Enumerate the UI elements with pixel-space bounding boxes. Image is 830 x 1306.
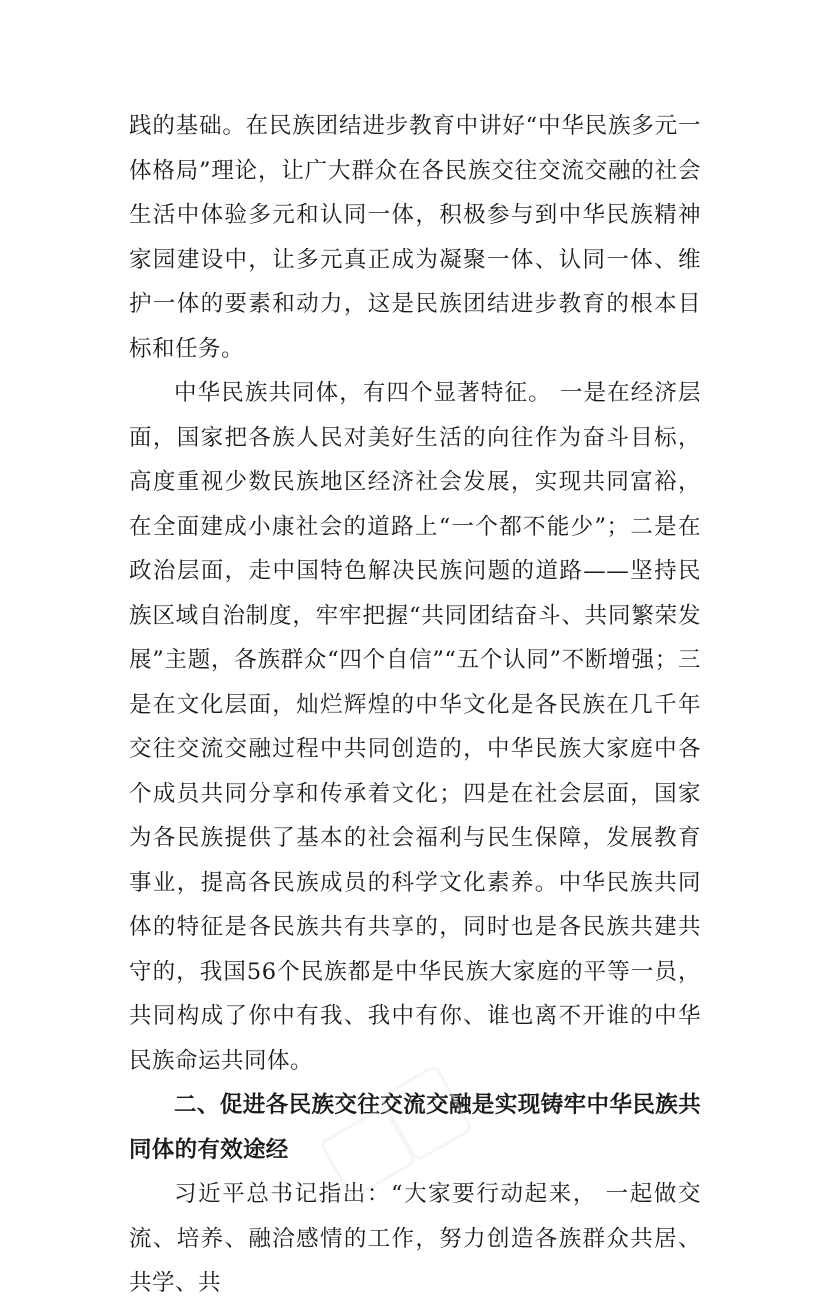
- paragraph-continuation: 践的基础。在民族团结进步教育中讲好“中华民族多元一体格局”理论，让广大群众在各民族交往交流交融的社会生活中体验多元和认同一体，积极参与到中华民族精神家园建设中，让多元真正成为凝聚一体、认同一体、维护一体的要素和动力，这是民族团结进步教育的根本目标和任务。: [129, 113, 701, 362]
- paragraph-community-features: 中华民族共同体，有四个显著特征。 一是在经济层面，国家把各族人民对美好生活的向往作为奋斗目标，高度重视少数民族地区经济社会发展，实现共同富裕，在全面建成小康社会的道路上“一个都不能少”；二是在政治层面，走中国特色解决民族问题的道路——坚持民族区域自治制度，牢牢把握“共同团结奋斗、共同繁荣发展”主题，各族群众“四个自信”“五个认同”不断增强；三是在文化层面，灿烂辉煌的中华文化是各民族在几千年交往交流交融过程中共同创造的，中华民族大家庭中各个成员共同分享和传承着文化；四是在社会层面，国家为各民族提供了基本的社会福利与民生保障，发展教育事业，提高各民族成员的科学文化素养。中华民族共同体的特征是各民族共有共享的，同时也是各民族共建共守的，我国56个民族都是中华民族大家庭的平等一员，共同构成了你中有我、我中有你、谁也离不开谁的中华民族命运共同体。: [129, 380, 701, 1074]
- paragraph-quote-start: 习近平总书记指出：“大家要行动起来， 一起做交流、培养、融洽感情的工作，努力创造各族群众共居、共学、共: [129, 1181, 701, 1296]
- section-heading-2: 二、促进各民族交往交流交融是实现铸牢中华民族共同体的有效途经: [129, 1092, 701, 1163]
